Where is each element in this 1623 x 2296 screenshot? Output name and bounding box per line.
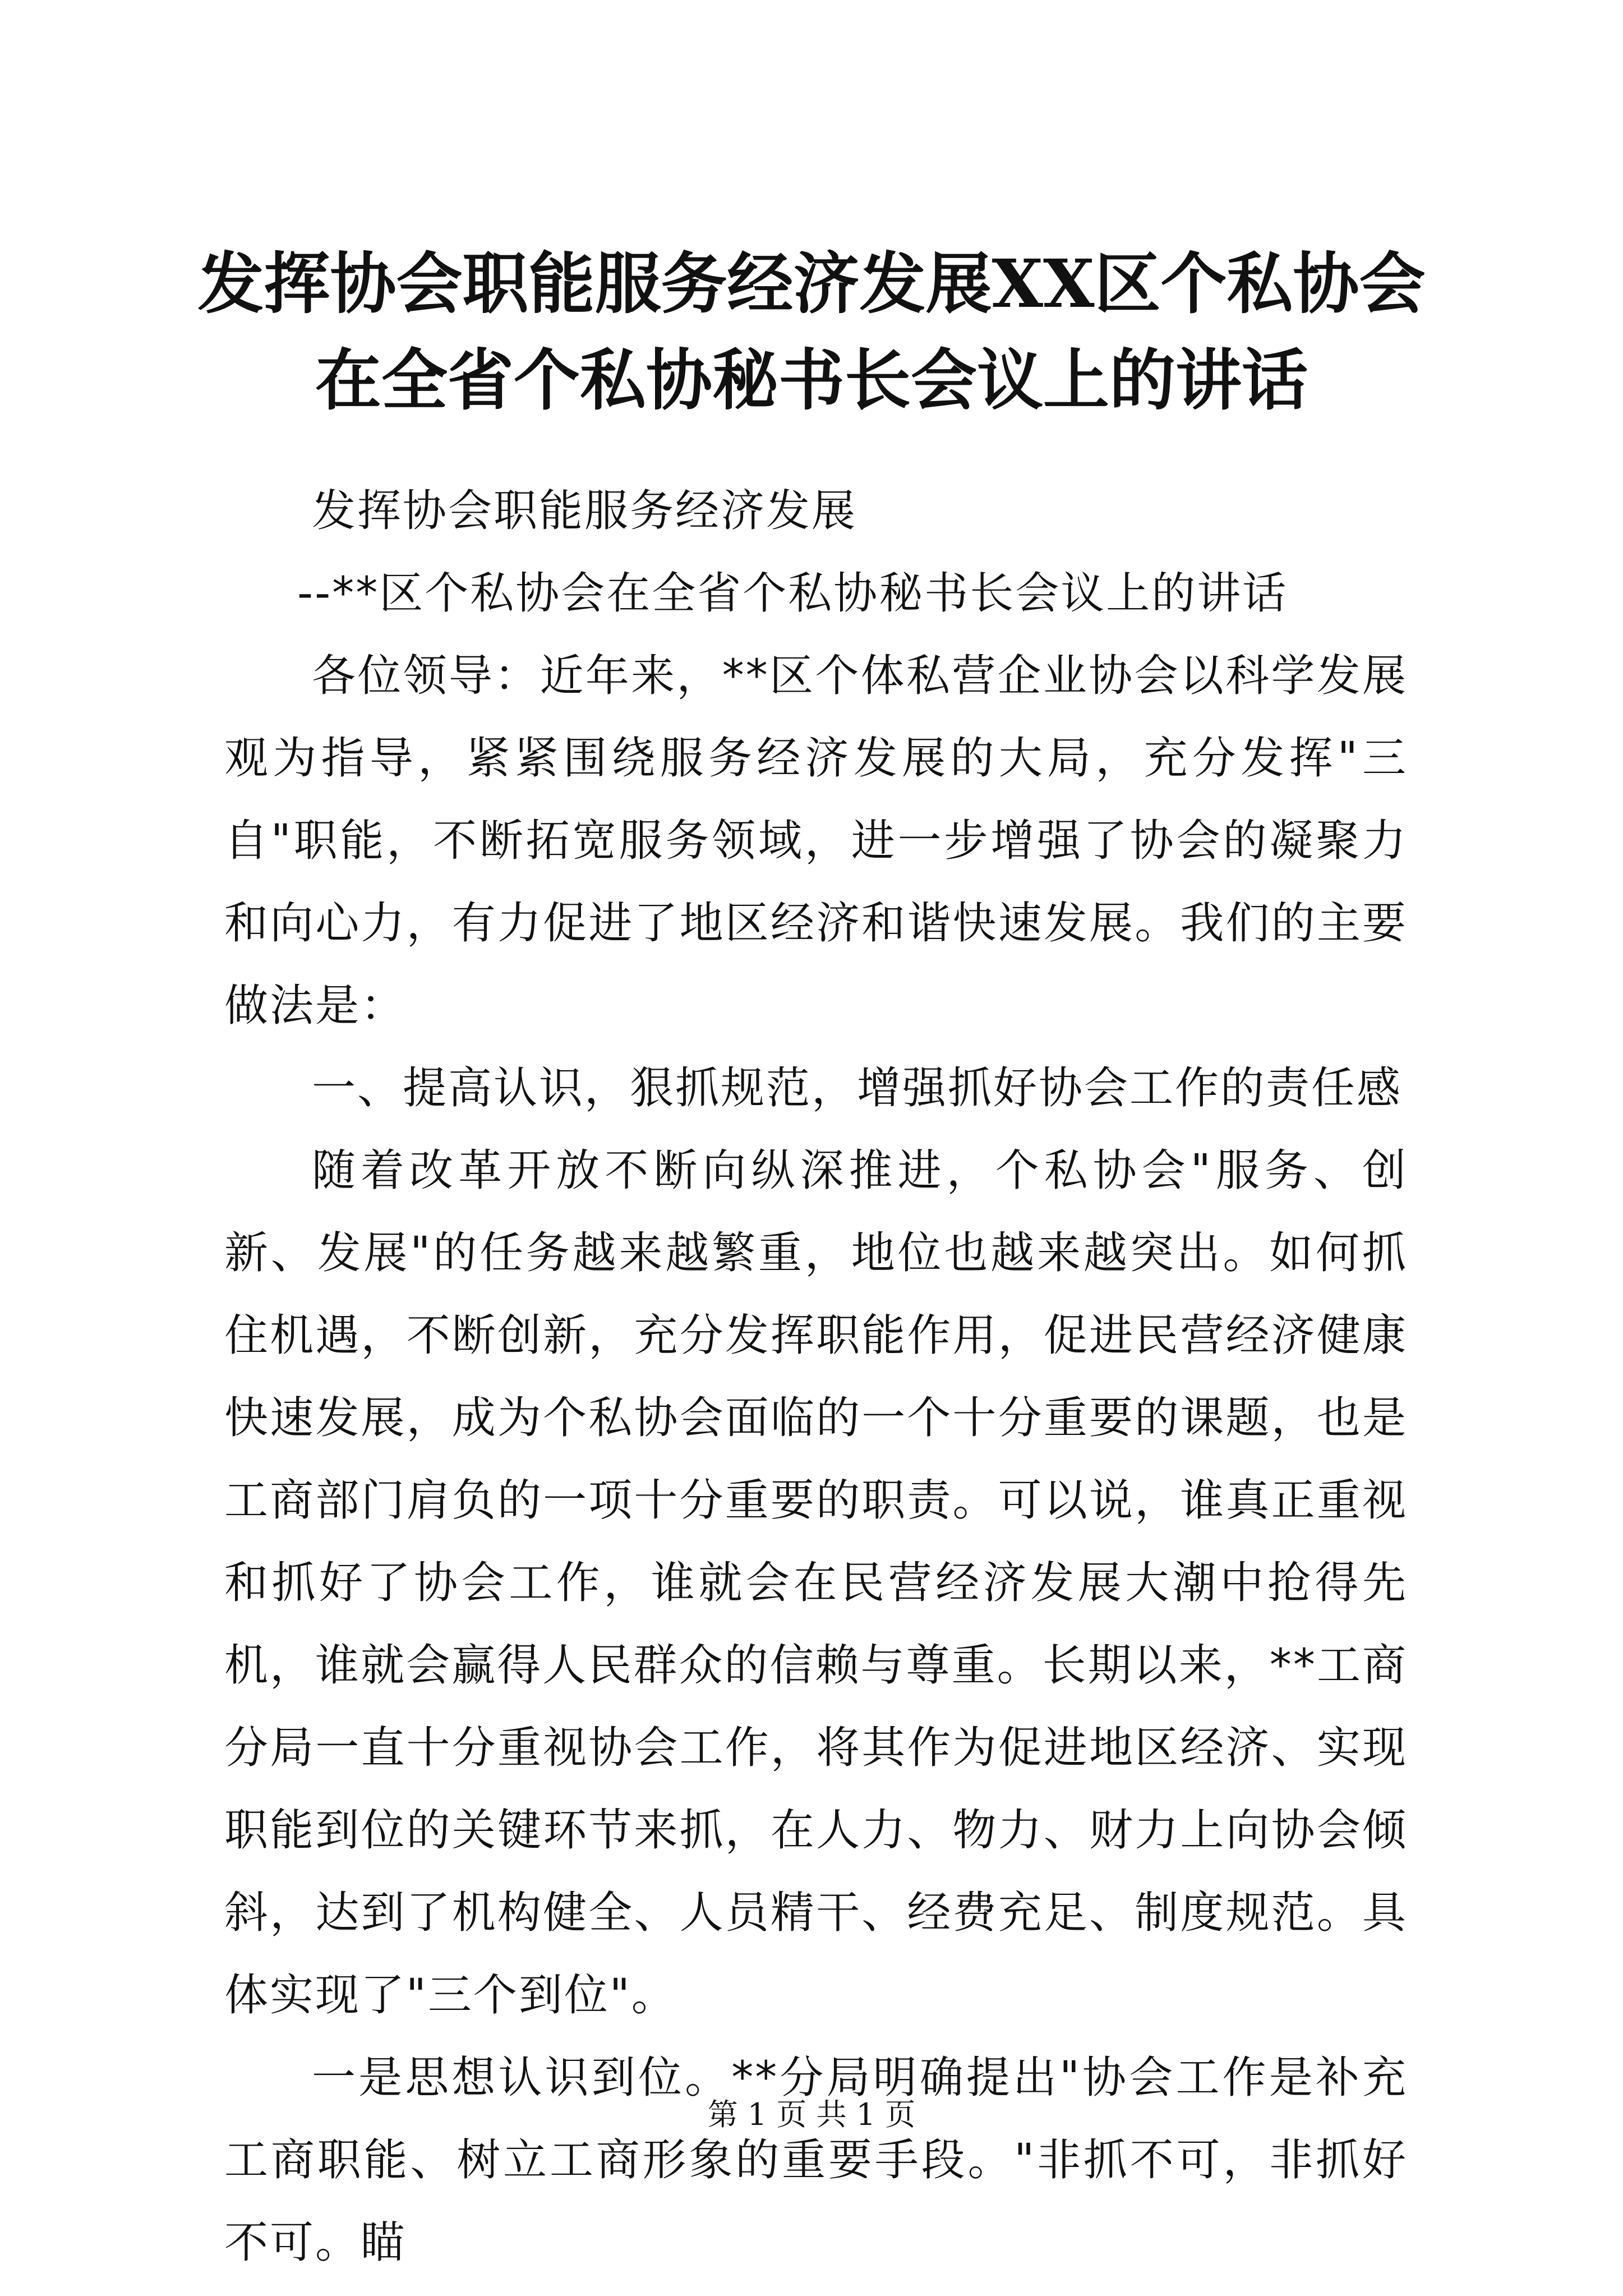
page-footer: 第 1 页 共 1 页 <box>707 2097 916 2132</box>
body-paragraph: 各位领导：近年来，**区个体私营企业协会以科学发展观为指导，紧紧围绕服务经济发展的大局，充分发挥"三自"职能，不断拓宽服务领域，进一步增强了协会的凝聚力和向心力，有力促进了地区经济和谐快速发展。我们的主要做法是： <box>224 651 1408 1031</box>
document-body <box>224 470 1408 2284</box>
body-paragraph: 一是思想认识到位。**分局明确提出"协会工作是补充工商职能、树立工商形象的重要手段。"非抓不可，非抓好不可。瞄 <box>224 2053 1408 2268</box>
subtitle-paragraph: 发挥协会职能服务经济发展 <box>312 486 857 536</box>
body-paragraph: 随着改革开放不断向纵深推进，个私协会"服务、创新、发展"的任务越来越繁重，地位也越来越突出。如何抓住机遇，不断创新，充分发挥职能作用，促进民营经济健康快速发展，成为个私协会面临的一个十分重要的课题，也是工商部门肩负的一项十分重要的职责。可以说，谁真正重视和抓好了协会工作，谁就会在民营经济发展大潮中抢得先机，谁就会赢得人民群众的信赖与尊重。长期以来，**工商分局一直十分重视协会工作，将其作为促进地区经济、实现职能到位的关键环节来抓，在人力、物力、财力上向协会倾斜，达到了机构健全、人员精干、经费充足、制度规范。具体实现了"三个到位"。 <box>224 1145 1408 2021</box>
section-heading: 一、提高认识，狠抓规范，增强抓好协会工作的责任感 <box>312 1063 1403 1114</box>
document-title: 发挥协会职能服务经济发展XX区个私协会在全省个私协秘书长会议上的讲话 <box>197 245 1426 419</box>
subtitle-dash-paragraph: --**区个私协会在全省个私协秘书长会议上的讲话 <box>297 568 1288 619</box>
